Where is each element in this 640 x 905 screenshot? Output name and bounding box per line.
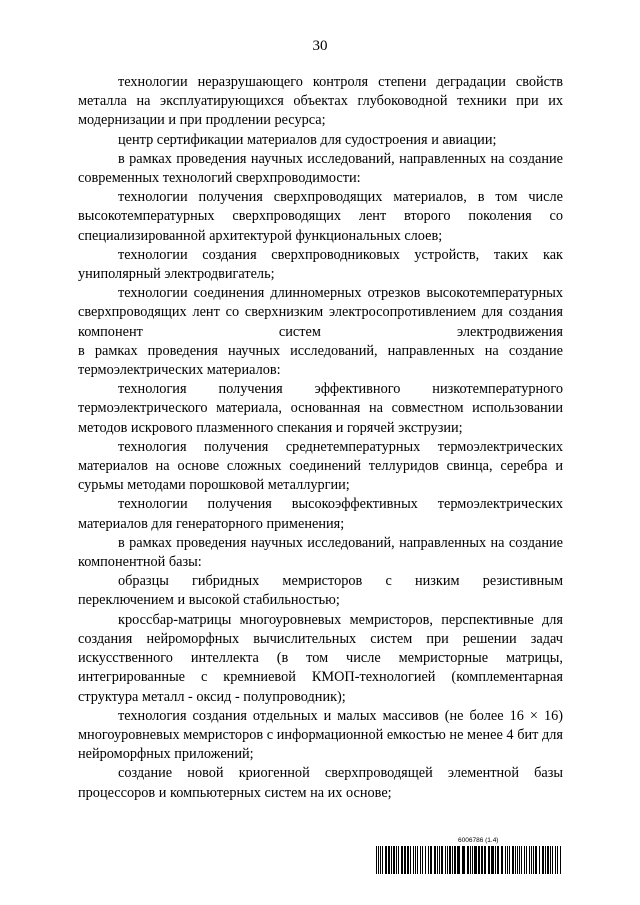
paragraph: технология получения эффективного низкотемпературного термоэлектрического материала, основанная на совместном использовании методов искрового плазменного спекания и горячей экструзии; [78, 381, 563, 436]
barcode-label: 6006786 (1.4) [458, 837, 499, 844]
paragraph: в рамках проведения научных исследований, направленных на создание термоэлектрических материалов: [78, 342, 563, 379]
page-number: 30 [312, 38, 328, 54]
paragraph: технологии соединения длинномерных отрезков высокотемпературных сверхпроводящих лент со сверхнизким электросопротивлением для создания компонент систем электродвижения [78, 285, 563, 340]
paragraph: в рамках проведения научных исследований, направленных на создание компонентной базы: [78, 534, 563, 571]
paragraph: в рамках проведения научных исследований, направленных на создание современных технологий сверхпроводимости: [78, 150, 563, 187]
document-body [78, 73, 563, 803]
paragraph: технологии неразрушающего контроля степени деградации свойств металла на эксплуатирующихся объектах глубоководной техники при их модернизации и при продлении ресурса; [78, 74, 563, 129]
paragraph: кроссбар-матрицы многоуровневых мемристоров, перспективные для создания нейроморфных вычислительных систем при решении задач искусственного интеллекта (в том числе мемристорные матрицы, интегрированные с кремниевой КМОП-технологией (комплементарная структура металл - оксид - полупроводник); [78, 611, 563, 705]
paragraph: технология создания отдельных и малых массивов (не более 16 × 16) многоуровневых мемристоров с информационной емкостью не менее 4 бит для нейроморфных приложений; [78, 707, 563, 763]
paragraph: технологии получения высокоэффективных термоэлектрических материалов для генераторного применения; [78, 496, 563, 532]
paragraph: технология получения среднетемпературных термоэлектрических материалов на основе сложных соединений теллуридов свинца, серебра и сурьмы методами порошковой металлургии; [78, 438, 563, 494]
paragraph: образцы гибридных мемристоров с низким резистивным переключением и высокой стабильностью; [78, 573, 563, 609]
paragraph: центр сертификации материалов для судостроения и авиации; [118, 131, 497, 148]
paragraph: технологии создания сверхпроводниковых устройств, таких как униполярный электродвигатель; [78, 246, 563, 283]
barcode [376, 846, 564, 874]
paragraph: создание новой криогенной сверхпроводящей элементной базы процессоров и компьютерных систем на их основе; [78, 765, 563, 801]
paragraph: технологии получения сверхпроводящих материалов, в том числе высокотемпературных сверхпроводящих лент второго поколения со специализированной архитектурой функциональных слоев; [78, 189, 563, 244]
